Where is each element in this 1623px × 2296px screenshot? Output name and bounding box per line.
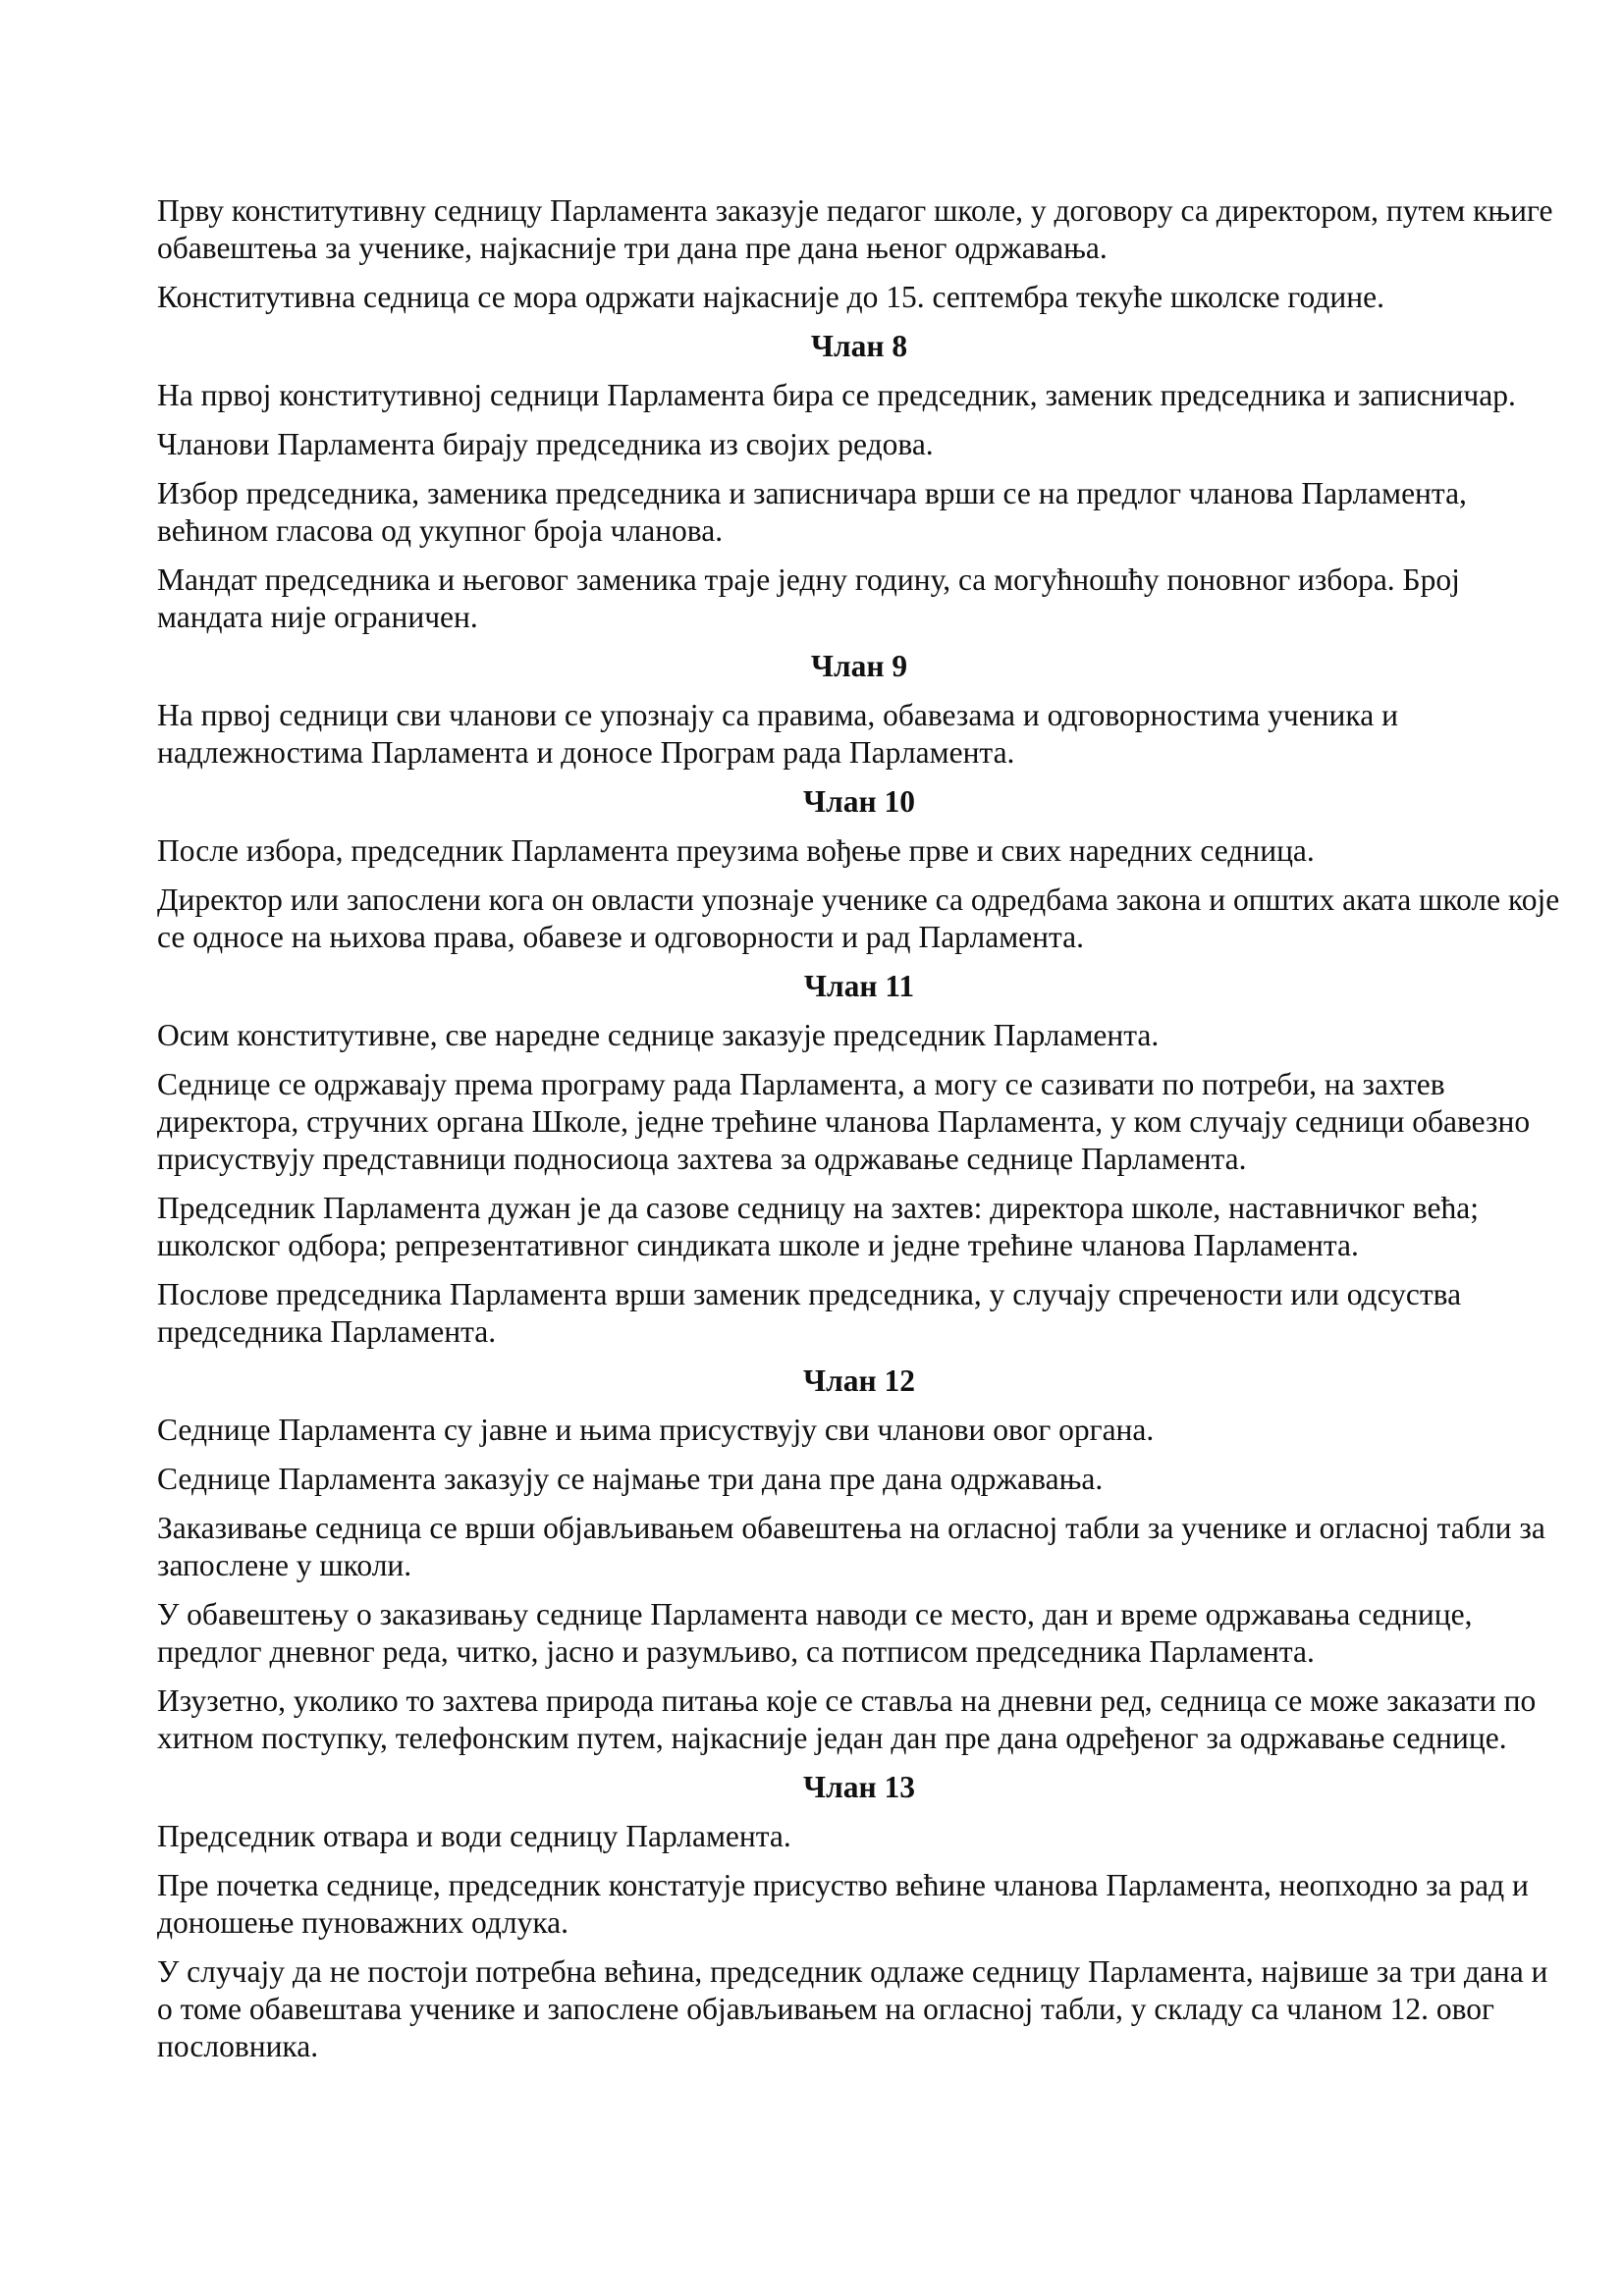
paragraph: Пре почетка седнице, председник констатује присуство већине чланова Парламента, неопходно за рад и доношење пуноважних одлука. [157,1868,1529,1940]
article-heading: Члан 13 [802,1770,916,1804]
paragraph: На првој конститутивној седници Парламента бира се председник, заменик председника и записничар. [157,378,1516,412]
paragraph: Послове председника Парламента врши заменик председника, у случају спречености или одсуства председника Парламента. [157,1277,1462,1349]
paragraph: Председник отвара и води седницу Парламента. [157,1819,791,1853]
paragraph: Избор председника, заменика председника и записничара врши се на предлог чланова Парламента, већином гласова од укупног броја чланова. [157,476,1467,548]
paragraph: На првој седници сви чланови се упознају са правима, обавезама и одговорностима ученика и надлежностима Парламента и доносе Програм рада Парламента. [157,698,1398,770]
article-heading: Члан 11 [803,969,915,1003]
paragraph: Заказивање седница се врши објављивањем обавештења на огласној табли за ученике и огласној табли за запослене у школи. [157,1511,1545,1582]
paragraph: У обавештењу о заказивању седнице Парламента наводи се место, дан и време одржавања седнице, предлог дневног реда, читко, јасно и разумљиво, са потписом председника Парламента. [157,1597,1473,1669]
article-heading: Члан 9 [810,649,908,683]
paragraph: Седнице Парламента су јавне и њима присуствују сви чланови овог органа. [157,1413,1155,1447]
paragraph: Директор или запослени кога он овласти упознаје ученике са одредбама закона и општих аката школе које се односе на њихова права, обавезе и одговорности и рад Парламента. [157,882,1560,954]
paragraph: Мандат председника и његовог заменика траје једну годину, са могућношћу поновног избора. Број мандата није ограничен. [157,562,1460,634]
paragraph: Чланови Парламента бирају председника из својих редова. [157,427,934,461]
article-heading: Члан 10 [802,784,916,819]
paragraph: У случају да не постоји потребна већина, председник одлаже седницу Парламента, највише за три дана и о томе обавештава ученике и запослене објављивањем на огласној табли, у складу са чланом 12. овог пословника. [157,1954,1548,2063]
paragraph: Прву конститутивну седницу Парламента заказује педагог школе, у договору са директором, путем књиге обавештења за ученике, најкасније три дана пре дана њеног одржавања. [157,193,1553,265]
paragraph: Конститутивна седница се мора одржати најкасније до 15. септембра текуће школске године. [157,280,1384,314]
paragraph: Седнице Парламента заказују се најмање три дана пре дана одржавања. [157,1462,1104,1496]
paragraph: Изузетно, уколико то захтева природа питања које се ставља на дневни ред, седница се може заказати по хитном поступку, телефонским путем, најкасније један дан пре дана одређеног за одржавање седнице. [157,1683,1537,1755]
paragraph: Седнице се одржавају према програму рада Парламента, а могу се сазивати по потреби, на захтев директора, стручних органа Школе, једне трећине чланова Парламента, у ком случају седници обавезно присуствују представници подносиоца захтева за одржавање седнице Парламента. [157,1067,1531,1176]
paragraph: После избора, председник Парламента преузима вођење прве и свих наредних седница. [157,833,1315,868]
paragraph: Осим конститутивне, све наредне седнице заказује председник Парламента. [157,1018,1160,1052]
paragraph: Председник Парламента дужан је да сазове седницу на захтев: директора школе, наставничког већа; школског одбора; репрезентативног синдиката школе и једне трећине чланова Парламента. [157,1191,1479,1262]
article-heading: Члан 8 [810,329,908,363]
document-page [157,192,1561,2077]
article-heading: Члан 12 [802,1363,916,1398]
